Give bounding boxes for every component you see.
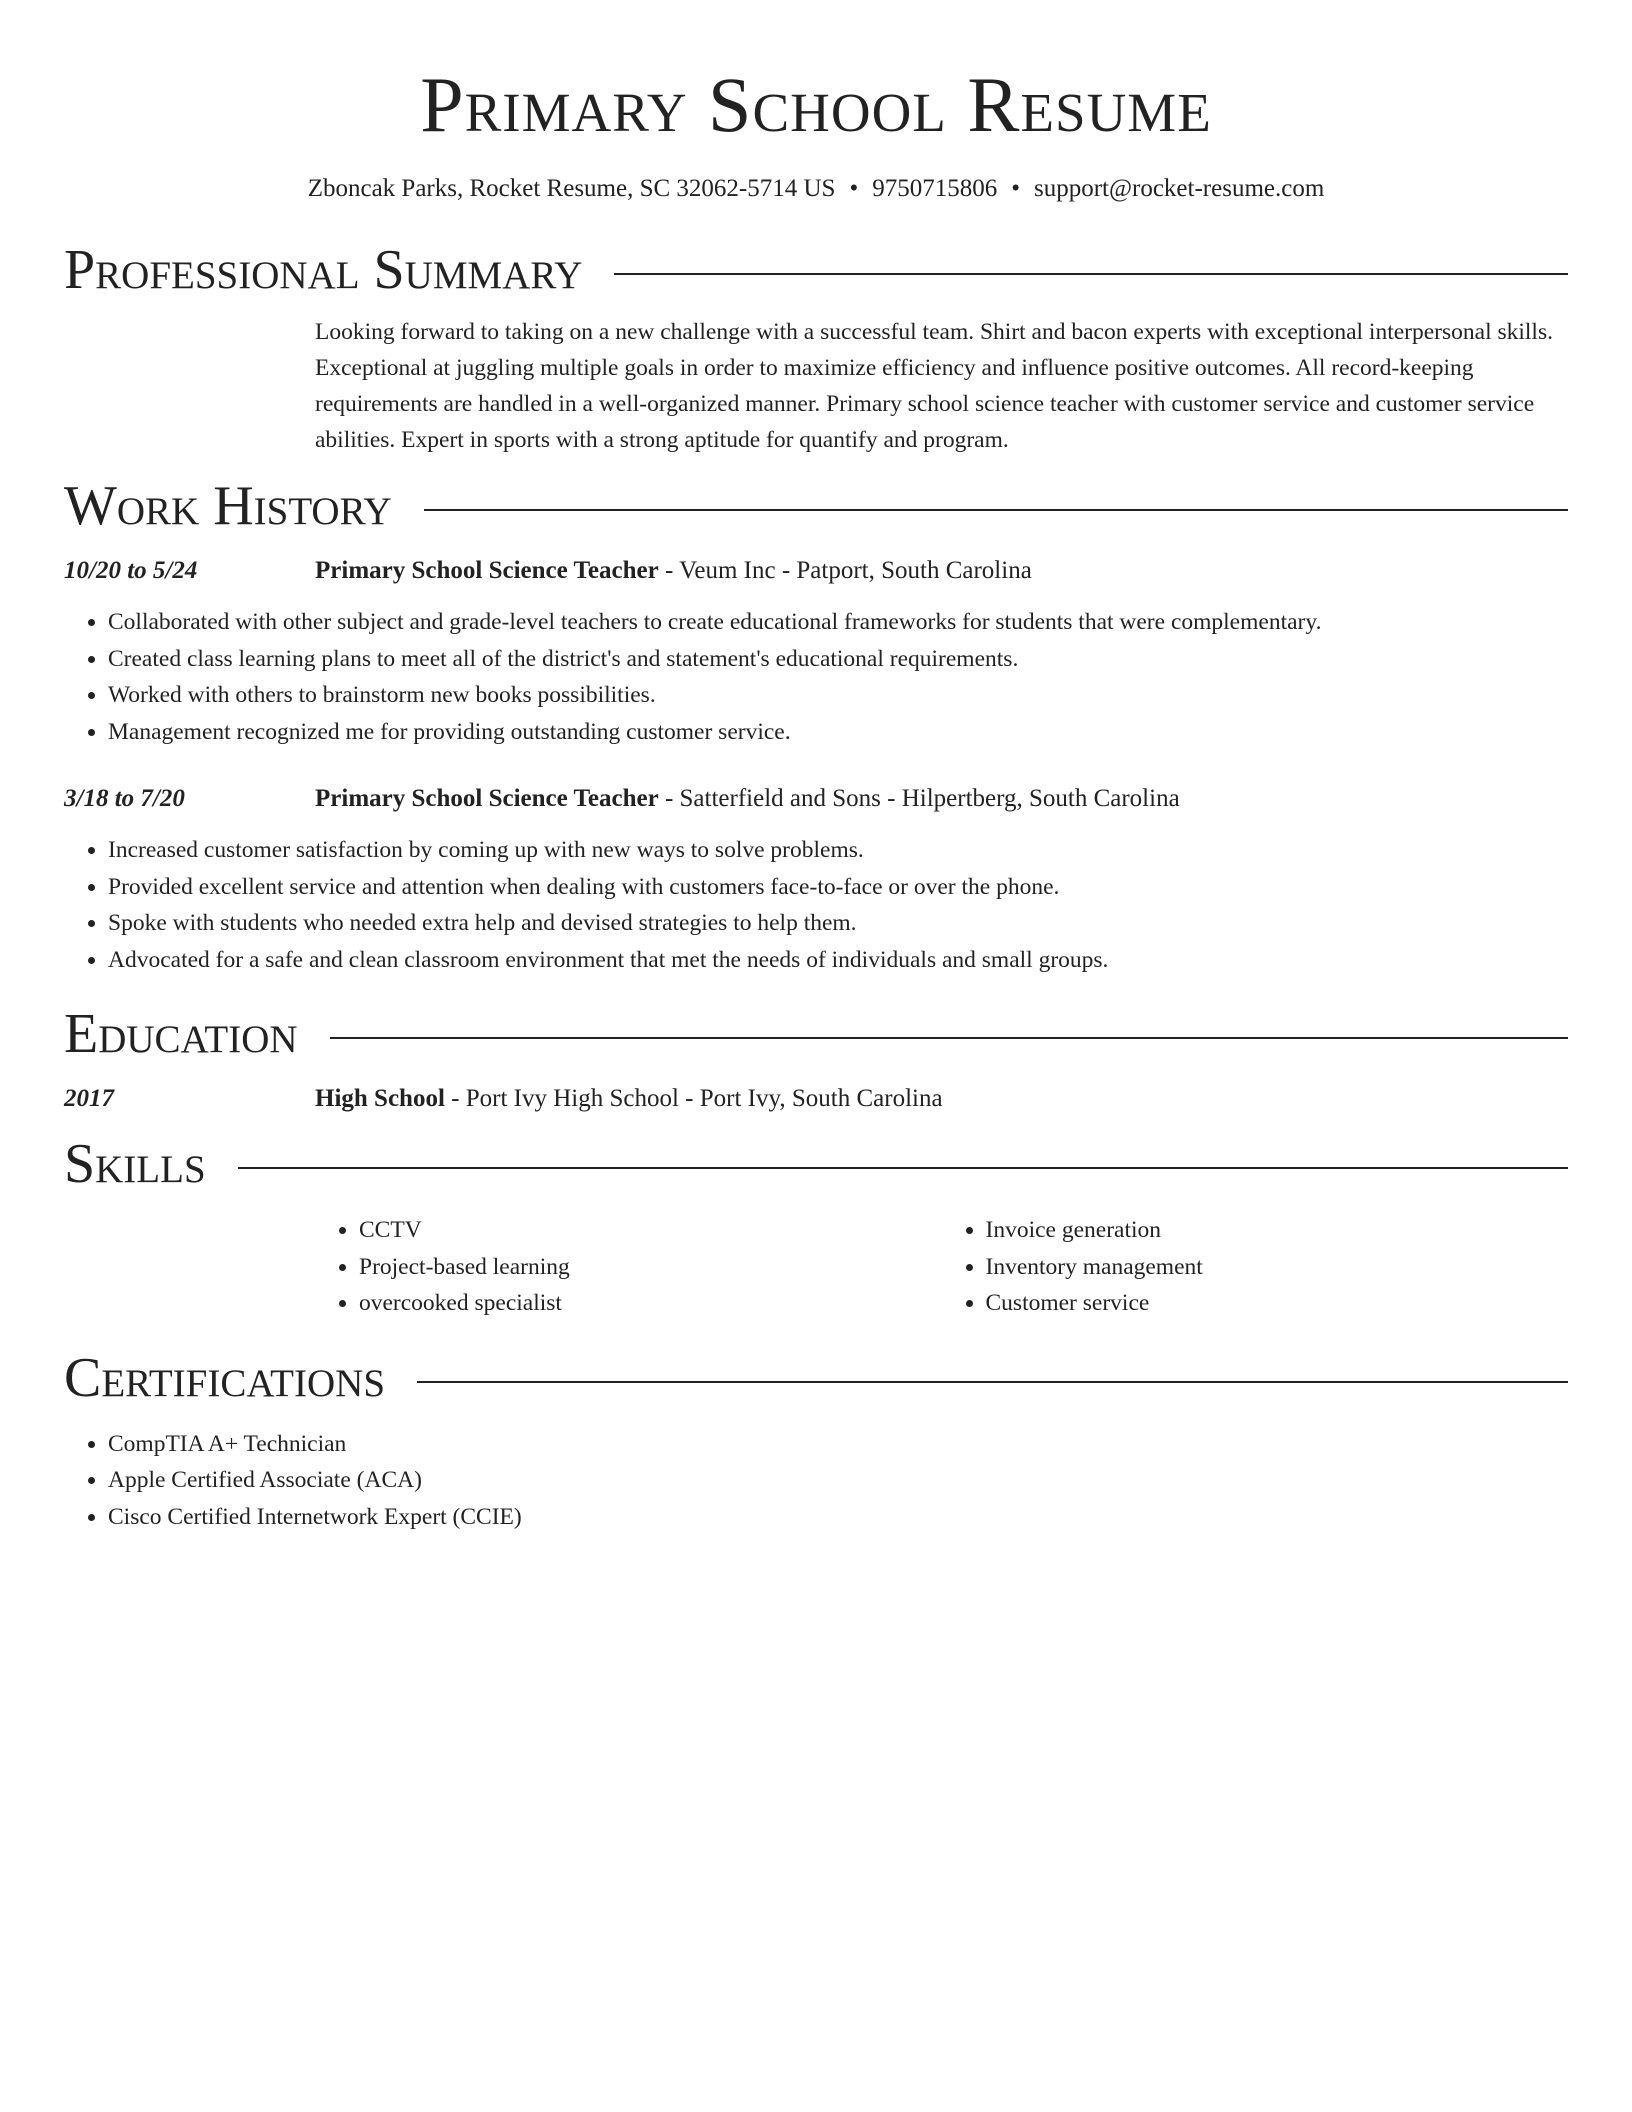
skills-columns: [315, 1212, 1568, 1322]
summary-text: Looking forward to taking on a new challenge with a successful team. Shirt and bacon experts with exceptional interpersonal skills. Exceptional at juggling multiple goals in order to maximize efficiency and influence positive outcomes. All record-keeping requirements are handled in a well-organized manner. Primary school science teacher with customer service and customer service abilities. Expert in sports with a strong aptitude for quantify and program.: [315, 319, 1553, 453]
skill-item: • Invoice generation: [986, 1212, 1569, 1249]
job-entry: [64, 554, 1568, 588]
certifications-heading-text: Certifications: [64, 1346, 386, 1409]
section-divider: [238, 1167, 1568, 1169]
job-title: Primary School Science Teacher: [315, 785, 659, 812]
section-divider: [330, 1037, 1568, 1039]
job-entry: [64, 782, 1568, 816]
resume-title: Primary School Resume: [420, 61, 1212, 148]
contact-line: [64, 172, 1568, 206]
job-bullet: • Provided excellent service and attention when dealing with customers face-to-face or over the phone.: [108, 869, 1568, 906]
skill-item: • Customer service: [986, 1285, 1569, 1322]
skills-heading: [64, 1132, 1568, 1196]
job-dates: 3/18 to 7/20: [64, 785, 185, 812]
education-degree: High School: [315, 1085, 445, 1112]
skill-item: • CCTV: [359, 1212, 942, 1249]
contact-separator: •: [849, 175, 859, 202]
summary-heading-text: Professional Summary: [64, 239, 583, 301]
certifications-heading: [64, 1346, 1568, 1410]
job-bullet: • Spoke with students who needed extra help and devised strategies to help them.: [108, 905, 1568, 942]
skills-heading-text: Skills: [64, 1133, 206, 1195]
job-bullet: • Collaborated with other subject and grade-level teachers to create educational frameworks for students that were complementary.: [108, 604, 1568, 641]
skill-item: • overcooked specialist: [359, 1285, 942, 1322]
job-title: Primary School Science Teacher: [315, 557, 659, 584]
job-bullet: • Created class learning plans to meet all of the district's and statement's educational requirements.: [108, 641, 1568, 678]
summary-heading: [64, 238, 1568, 302]
job-details: - Satterfield and Sons - Hilpertberg, South Carolina: [658, 785, 1180, 812]
section-divider: [614, 273, 1568, 275]
contact-phone: 9750715806: [872, 175, 998, 202]
skills-list-right: [942, 1212, 1569, 1322]
contact-address: Zboncak Parks, Rocket Resume, SC 32062-5714 US: [307, 175, 836, 202]
education-heading-text: Education: [64, 1003, 298, 1065]
section-divider: [424, 509, 1568, 511]
work-heading-text: Work History: [64, 475, 392, 537]
education-heading: [64, 1002, 1568, 1066]
job-header: [315, 782, 1180, 816]
certification-item: • CompTIA A+ Technician: [108, 1426, 1568, 1463]
contact-separator: •: [1011, 175, 1020, 202]
job-bullets: [64, 832, 1568, 978]
job-dates: 10/20 to 5/24: [64, 557, 198, 584]
skills-list-left: [315, 1212, 942, 1322]
certification-item: • Apple Certified Associate (ACA): [108, 1462, 1568, 1499]
certification-item: • Cisco Certified Internetwork Expert (CCIE): [108, 1499, 1568, 1536]
job-details: - Veum Inc - Patport, South Carolina: [658, 557, 1032, 584]
job-bullet: • Worked with others to brainstorm new books possibilities.: [108, 677, 1568, 714]
job-bullet: • Increased customer satisfaction by coming up with new ways to solve problems.: [108, 832, 1568, 869]
job-bullet: • Advocated for a safe and clean classroom environment that met the needs of individuals and small groups.: [108, 942, 1568, 979]
skill-item: • Project-based learning: [359, 1249, 942, 1286]
education-header: [315, 1082, 943, 1116]
skill-item: • Inventory management: [986, 1249, 1569, 1286]
education-year: 2017: [64, 1085, 114, 1112]
contact-email: support@rocket-resume.com: [1033, 175, 1325, 202]
education-details: - Port Ivy High School - Port Ivy, South Carolina: [444, 1085, 943, 1112]
job-bullet: • Management recognized me for providing outstanding customer service.: [108, 714, 1568, 751]
certifications-list: [64, 1426, 1568, 1536]
resume-page: [64, 0, 1568, 1535]
education-entry: [64, 1082, 1568, 1116]
job-header: [315, 554, 1032, 588]
section-divider: [417, 1381, 1568, 1383]
job-bullets: [64, 604, 1568, 750]
work-heading: [64, 474, 1568, 538]
